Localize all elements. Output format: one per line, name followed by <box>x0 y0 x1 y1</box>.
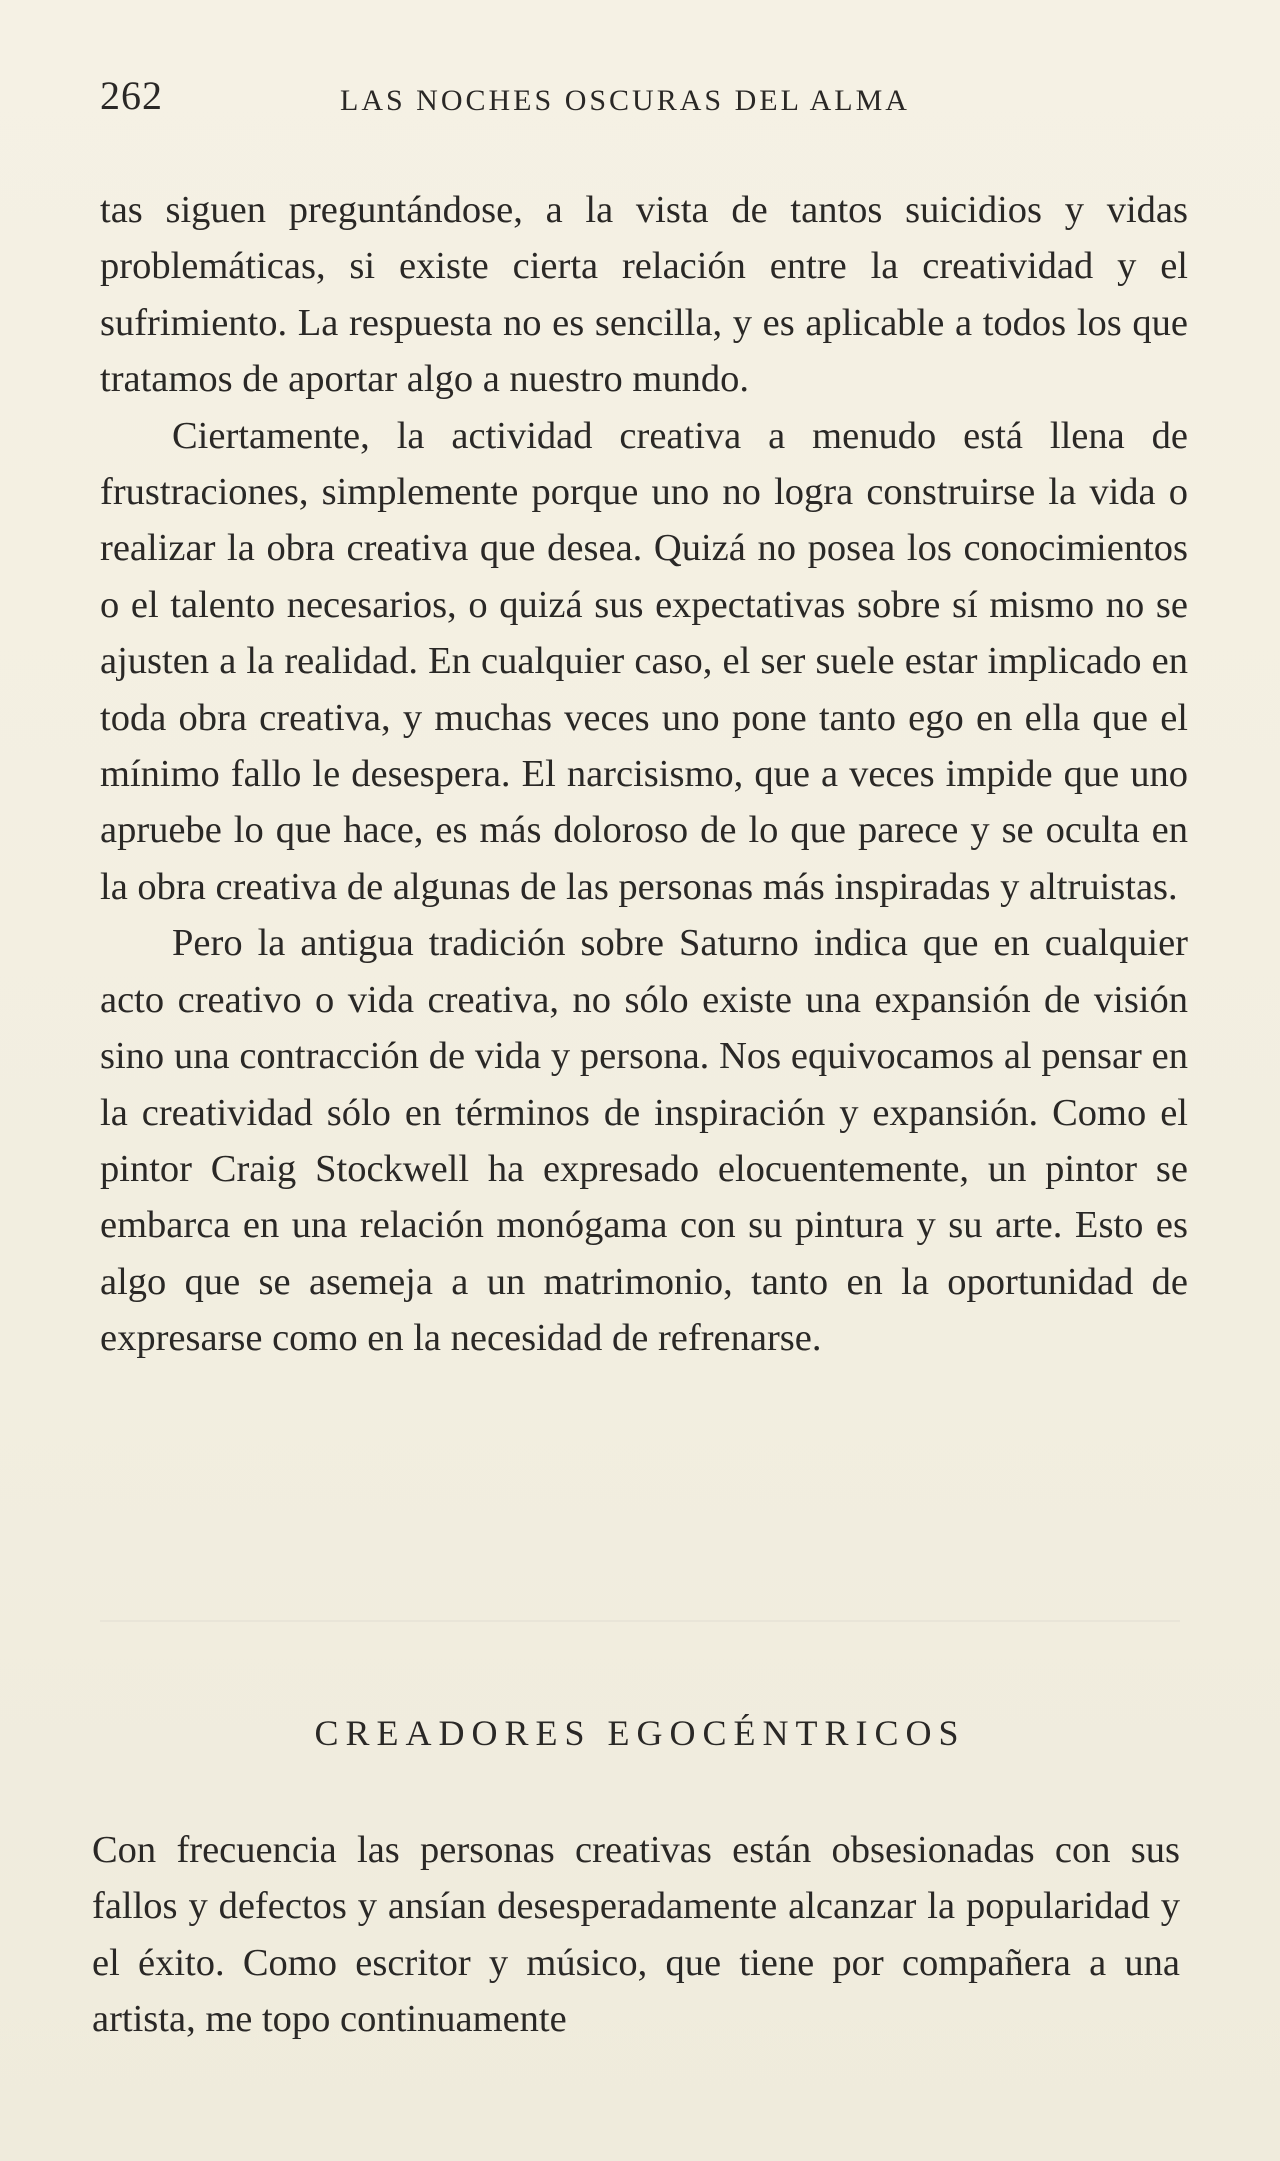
section-body <box>92 1822 1180 2048</box>
page-header <box>100 72 1180 132</box>
page-number: 262 <box>100 73 163 118</box>
section-paragraph-1: Con frecuencia las personas creativas están obsesionadas con sus fallos y defectos y ansían desesperadamente alcanzar la popularidad y el éxito. Como escritor y músico, que tiene por compañera a una artista, me topo continuamente <box>92 1829 1180 2041</box>
paragraph-2: Ciertamente, la actividad creativa a menudo está llena de frustraciones, simplemente porque uno no logra construirse la vida o realizar la obra creativa que desea. Quizá no posea los conocimientos o el talento necesarios, o quizá sus expectativas sobre sí mismo no se ajusten a la realidad. En cualquier caso, el ser suele estar implicado en toda obra creativa, y muchas veces uno pone tanto ego en ella que el mínimo fallo le desespera. El narcisismo, que a veces impide que uno apruebe lo que hace, es más doloroso de lo que parece y se oculta en la obra creativa de algunas de las personas más inspiradas y altruistas. <box>100 414 1188 908</box>
section-heading: CREADORES EGOCÉNTRICOS <box>314 1713 966 1753</box>
body-text <box>100 182 1188 1367</box>
paragraph-3: Pero la antigua tradición sobre Saturno indica que en cualquier acto creativo o vida creativa, no sólo existe una expansión de visión sino una contracción de vida y persona. Nos equivocamos al pensar en la creatividad sólo en términos de inspiración y expansión. Como el pintor Craig Stockwell ha expresado elocuentemente, un pintor se embarca en una relación monógama con su pintura y su arte. Esto es algo que se asemeja a un matrimonio, tanto en la oportunidad de expresarse como en la necesidad de refrenarse. <box>100 922 1188 1360</box>
paragraph-1: tas siguen preguntándose, a la vista de tantos suicidios y vidas problemáticas, si existe cierta relación entre la creatividad y el sufrimiento. La respuesta no es sencilla, y es aplicable a todos los que tratamos de aportar algo a nuestro mundo. <box>100 189 1188 401</box>
running-title: LAS NOCHES OSCURAS DEL ALMA <box>340 84 910 117</box>
divider <box>100 1620 1180 1622</box>
